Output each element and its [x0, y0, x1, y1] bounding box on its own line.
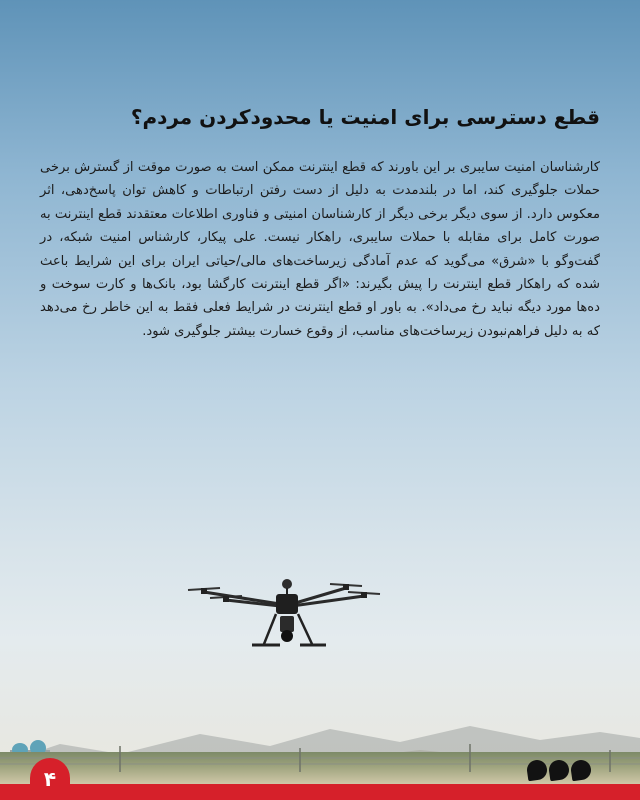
dot-icon	[548, 759, 571, 782]
drone-image	[180, 570, 390, 660]
footer-accent-bar	[0, 784, 640, 800]
dot-icon	[526, 759, 549, 782]
page-number: ۴	[43, 767, 57, 791]
decorative-dots-icon	[527, 760, 591, 780]
article-title: قطع دسترسی برای امنیت یا محدودکردن مردم؟	[130, 105, 600, 129]
article-body: کارشناسان امنیت سایبری بر این باورند که قطع اینترنت ممکن است به صورت موقت از گسترش برخی حملات جلوگیری کند، اما در بلندمدت به دلیل از دست رفتن ارتباطات و کاهش توان پاسخ‌دهی، اثر معکوس دارد. از سوی دیگر برخی دیگر از کارشناسان امنیتی و فناوری اطلاعات معتقدند قطع اینترنت به صورت کامل برای مقابله با حملات سایبری، راهکار نیست. علی پیکار، کارشناس امنیت شبکه، در گفت‌وگو با «شرق» می‌گوید که عدم آمادگی زیرساخت‌های مالی/حیاتی ایران برای این شرایط باعث شده که راهکار قطع اینترنت را پیش بگیرند: «اگر قطع اینترنت کارگشا بود، بانک‌ها و کارت سوخت و ده‌ها مورد دیگه نباید رخ می‌داد». به باور او قطع اینترنت در شرایط فعلی فقط به این خاطر رخ می‌دهد که به دلیل فراهم‌نبودن زیرساخت‌های مناسب، از وقوع خسارت بیشتر جلوگیری شود.	[40, 160, 600, 339]
dot-icon	[570, 759, 593, 782]
page-number-badge	[30, 758, 70, 800]
